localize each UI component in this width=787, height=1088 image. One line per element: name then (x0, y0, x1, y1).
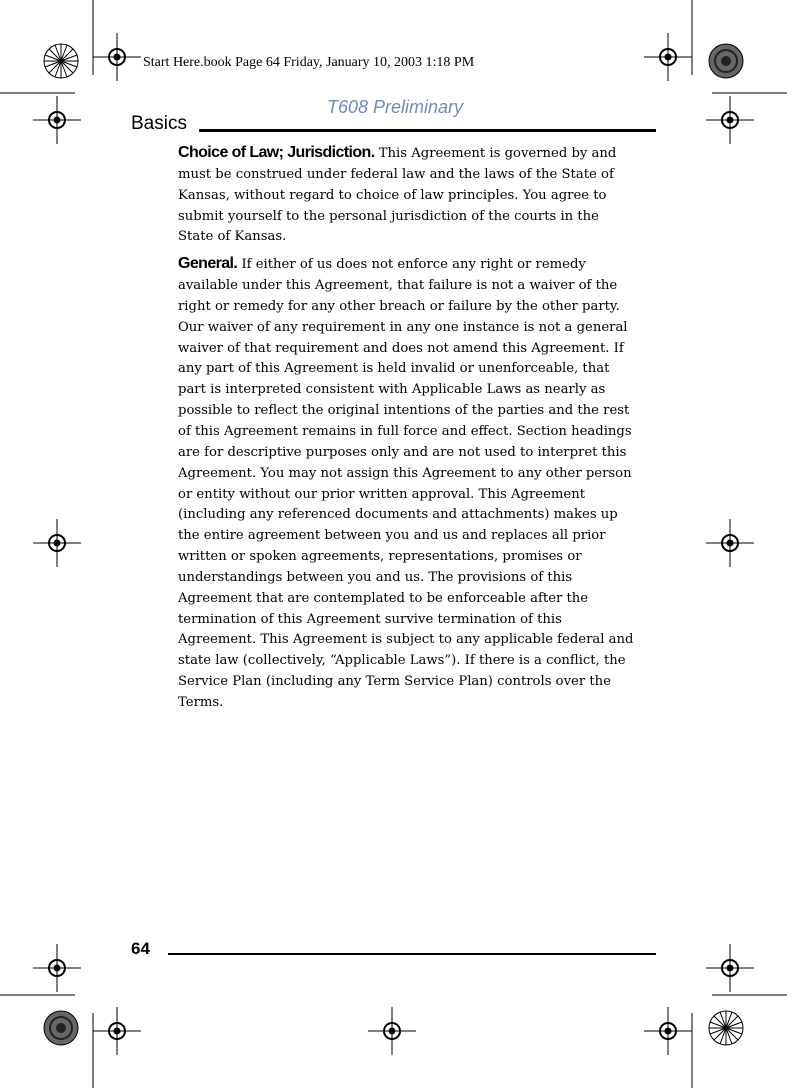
starburst-icon (709, 1011, 743, 1045)
paragraph-choice-of-law (178, 143, 636, 248)
registration-target-icon (93, 1007, 141, 1055)
paragraph-general (178, 254, 636, 714)
paragraph-text: If either of us does not enforce any right or remedy available under this Agreement, that failure is not a waiver of the right or remedy for any other breach or failure by the other party. Our waiver of any requirement in any one instance is not a general waiver of that requirement and does not amend this Agreement. If any part of this Agreement is held invalid or unenforceable, that part is interpreted consistent with Applicable Laws as nearly as possible to reflect the original intentions of the parties and the rest of this Agreement remains in full force and effect. Section headings are for descriptive purposes only and are not used to interpret this Agreement. You may not assign this Agreement to any other person or entity without our prior written approval. This Agreement (including any referenced documents and attachments) makes up the entire agreement between you and us and replaces all prior written or spoken agreements, representations, promises or understandings between you and us. The provisions of this Agreement that are contemplated to be enforceable after the termination of this Agreement survive termination of this Agreement. This Agreement is subject to any applicable federal and state law (collectively, “Applicable Laws”). If there is a conflict, the Service Plan (including any Term Service Plan) controls over the Terms. (178, 257, 634, 710)
run-in-heading: Choice of Law; Jurisdiction. (178, 144, 375, 161)
section-header: Basics (131, 113, 187, 134)
footer-rule (168, 953, 656, 955)
registration-target-icon (368, 1007, 416, 1055)
registration-target-icon (33, 944, 81, 992)
registration-target-icon (706, 944, 754, 992)
registration-target-icon (644, 1007, 692, 1055)
preliminary-watermark: T608 Preliminary (327, 97, 464, 117)
registration-target-icon (93, 33, 141, 81)
registration-target-icon (644, 33, 692, 81)
registration-target-icon (33, 519, 81, 567)
starburst-icon (44, 1011, 78, 1045)
slug-line: Start Here.book Page 64 Friday, January 10, 2003 1:18 PM (143, 55, 475, 70)
registration-target-icon (706, 519, 754, 567)
starburst-icon (709, 44, 743, 78)
body-text (178, 143, 636, 714)
starburst-icon (44, 44, 78, 78)
page-number: 64 (131, 939, 150, 958)
registration-target-icon (33, 96, 81, 144)
run-in-heading: General. (178, 255, 238, 273)
registration-target-icon (706, 96, 754, 144)
header-rule (199, 129, 656, 132)
paragraph-text: This Agreement is governed by and must be construed under federal law and the laws of the State of Kansas, without regard to choice of law principles. You agree to submit yourself to the personal jurisdiction of the courts in the State of Kansas. (178, 146, 617, 245)
